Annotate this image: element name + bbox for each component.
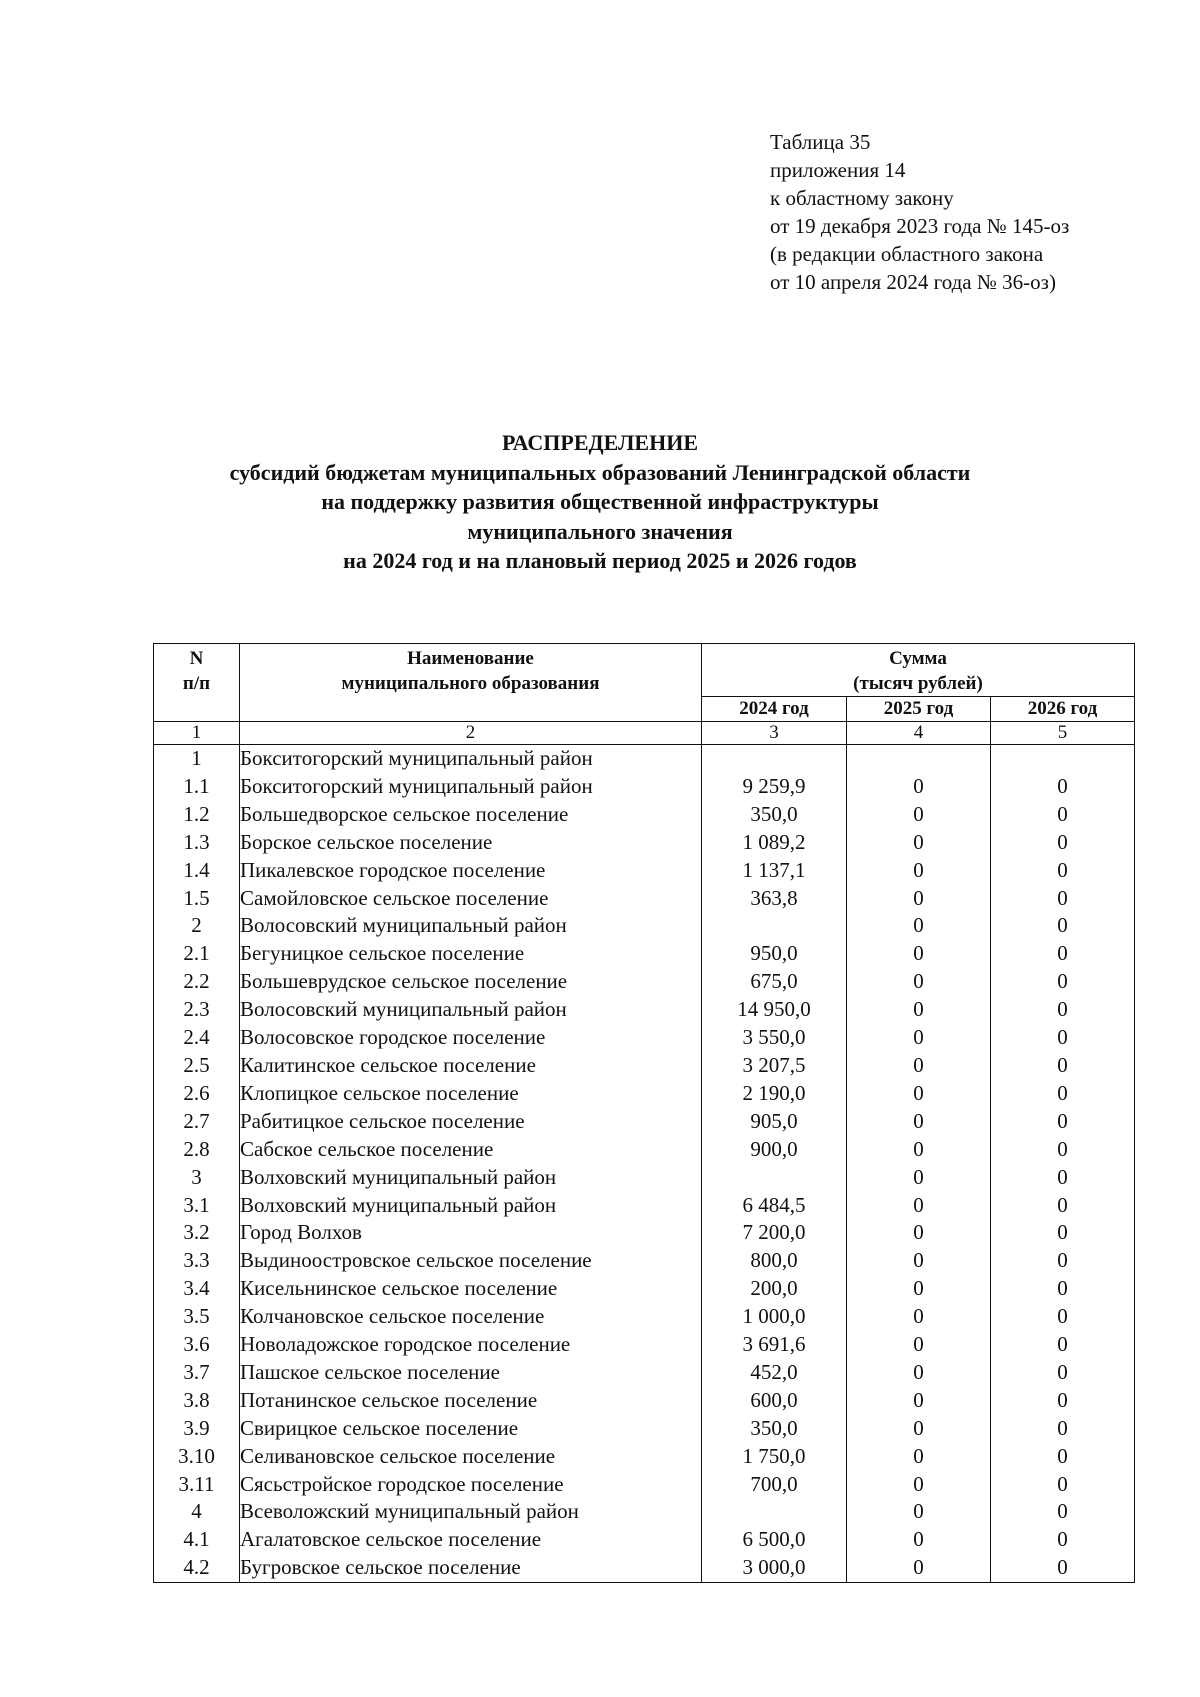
row-name: Самойловское сельское поселение — [240, 885, 702, 913]
table-row — [154, 1387, 1135, 1415]
document-header — [770, 128, 1190, 296]
column-header-2026: 2026 год — [991, 697, 1135, 722]
title-line-5: на 2024 год и на плановый период 2025 и 2026 годов — [343, 548, 857, 573]
column-header-name: Наименование муниципального образования — [240, 644, 702, 722]
column-number: 1 — [154, 722, 240, 745]
row-value-2024: 700,0 — [702, 1471, 847, 1499]
row-value-2024: 7 200,0 — [702, 1219, 847, 1247]
row-value-2024: 3 207,5 — [702, 1052, 847, 1080]
row-value-2026: 0 — [991, 1554, 1135, 1582]
table-row — [154, 1024, 1135, 1052]
row-name: Волховский муниципальный район — [240, 1192, 702, 1220]
row-number: 2.3 — [154, 996, 240, 1024]
row-name: Потанинское сельское поселение — [240, 1387, 702, 1415]
row-value-2024: 3 000,0 — [702, 1554, 847, 1582]
row-value-2024: 200,0 — [702, 1275, 847, 1303]
row-name: Большеврудское сельское поселение — [240, 968, 702, 996]
row-value-2026: 0 — [991, 1024, 1135, 1052]
table-row — [154, 1052, 1135, 1080]
table-row — [154, 773, 1135, 801]
row-number: 3.7 — [154, 1359, 240, 1387]
row-number: 3.10 — [154, 1443, 240, 1471]
row-value-2026: 0 — [991, 1471, 1135, 1499]
table-row — [154, 1275, 1135, 1303]
row-number: 3.8 — [154, 1387, 240, 1415]
row-value-2024: 675,0 — [702, 968, 847, 996]
header-line-table-number: Таблица 35 — [770, 130, 871, 154]
row-value-2026: 0 — [991, 1080, 1135, 1108]
column-number-row — [154, 722, 1135, 745]
table-row — [154, 857, 1135, 885]
document-title — [100, 428, 1100, 576]
table-row — [154, 996, 1135, 1024]
row-value-2024: 905,0 — [702, 1108, 847, 1136]
row-value-2025: 0 — [847, 1471, 991, 1499]
table-row — [154, 968, 1135, 996]
row-value-2024: 800,0 — [702, 1247, 847, 1275]
table-row — [154, 745, 1135, 773]
row-number: 3 — [154, 1164, 240, 1192]
row-number: 3.9 — [154, 1415, 240, 1443]
row-name: Сясьстройское городское поселение — [240, 1471, 702, 1499]
row-name: Рабитицкое сельское поселение — [240, 1108, 702, 1136]
row-value-2025: 0 — [847, 1554, 991, 1582]
row-name: Большедворское сельское поселение — [240, 801, 702, 829]
row-value-2026: 0 — [991, 1164, 1135, 1192]
row-name: Волосовский муниципальный район — [240, 912, 702, 940]
row-value-2024 — [702, 912, 847, 940]
row-value-2026: 0 — [991, 857, 1135, 885]
row-value-2024: 1 137,1 — [702, 857, 847, 885]
distribution-table — [153, 643, 1135, 1583]
row-value-2024: 600,0 — [702, 1387, 847, 1415]
row-name: Сабское сельское поселение — [240, 1136, 702, 1164]
row-value-2025 — [847, 745, 991, 773]
row-value-2024: 1 089,2 — [702, 829, 847, 857]
row-number: 2.6 — [154, 1080, 240, 1108]
column-header-2024: 2024 год — [702, 697, 847, 722]
row-value-2025: 0 — [847, 1331, 991, 1359]
row-number: 2 — [154, 912, 240, 940]
table-row — [154, 940, 1135, 968]
row-value-2025: 0 — [847, 940, 991, 968]
table-row — [154, 801, 1135, 829]
row-number: 1.5 — [154, 885, 240, 913]
row-value-2024: 6 484,5 — [702, 1192, 847, 1220]
row-value-2026: 0 — [991, 885, 1135, 913]
row-value-2025: 0 — [847, 801, 991, 829]
row-value-2026: 0 — [991, 829, 1135, 857]
row-value-2024: 1 000,0 — [702, 1303, 847, 1331]
row-number: 1.3 — [154, 829, 240, 857]
row-value-2025: 0 — [847, 1192, 991, 1220]
row-value-2025: 0 — [847, 1415, 991, 1443]
row-name: Бокситогорский муниципальный район — [240, 773, 702, 801]
row-value-2026: 0 — [991, 1331, 1135, 1359]
row-value-2026: 0 — [991, 996, 1135, 1024]
header-line-revision: (в редакции областного закона — [770, 242, 1044, 266]
table-row — [154, 1247, 1135, 1275]
row-name: Город Волхов — [240, 1219, 702, 1247]
row-number: 3.4 — [154, 1275, 240, 1303]
row-number: 4.1 — [154, 1526, 240, 1554]
row-number: 1.4 — [154, 857, 240, 885]
column-number: 5 — [991, 722, 1135, 745]
row-number: 2.1 — [154, 940, 240, 968]
row-number: 1.1 — [154, 773, 240, 801]
row-value-2025: 0 — [847, 1052, 991, 1080]
row-value-2024: 363,8 — [702, 885, 847, 913]
row-name: Бегуницкое сельское поселение — [240, 940, 702, 968]
row-value-2024: 1 750,0 — [702, 1443, 847, 1471]
row-value-2025: 0 — [847, 968, 991, 996]
row-value-2025: 0 — [847, 1219, 991, 1247]
row-name: Волосовский муниципальный район — [240, 996, 702, 1024]
row-number: 4.2 — [154, 1554, 240, 1582]
row-name: Волховский муниципальный район — [240, 1164, 702, 1192]
row-value-2026: 0 — [991, 1387, 1135, 1415]
title-line-2: субсидий бюджетам муниципальных образований Ленинградской области — [229, 459, 971, 485]
row-value-2024: 452,0 — [702, 1359, 847, 1387]
row-value-2026: 0 — [991, 1303, 1135, 1331]
row-value-2025: 0 — [847, 1275, 991, 1303]
table-row — [154, 912, 1135, 940]
row-value-2024 — [702, 1498, 847, 1526]
row-number: 4 — [154, 1498, 240, 1526]
column-header-2025: 2025 год — [847, 697, 991, 722]
table-row — [154, 1526, 1135, 1554]
row-value-2026 — [991, 745, 1135, 773]
row-value-2024: 3 550,0 — [702, 1024, 847, 1052]
row-name: Волосовское городское поселение — [240, 1024, 702, 1052]
row-value-2026: 0 — [991, 1526, 1135, 1554]
title-line-1: РАСПРЕДЕЛЕНИЕ — [501, 430, 698, 455]
row-value-2026: 0 — [991, 1498, 1135, 1526]
table-row — [154, 1471, 1135, 1499]
title-line-3: на поддержку развития общественной инфраструктуры — [321, 489, 879, 514]
row-name: Кисельнинское сельское поселение — [240, 1275, 702, 1303]
row-name: Селивановское сельское поселение — [240, 1443, 702, 1471]
row-value-2024: 350,0 — [702, 1415, 847, 1443]
row-name: Всеволожский муниципальный район — [240, 1498, 702, 1526]
row-value-2026: 0 — [991, 1108, 1135, 1136]
header-line-revision-date: от 10 апреля 2024 года № 36-оз) — [770, 270, 1056, 294]
row-number: 2.8 — [154, 1136, 240, 1164]
table-row — [154, 885, 1135, 913]
row-value-2025: 0 — [847, 1108, 991, 1136]
row-name: Пикалевское городское поселение — [240, 857, 702, 885]
table-row — [154, 1080, 1135, 1108]
row-value-2026: 0 — [991, 773, 1135, 801]
table-body — [154, 745, 1135, 1583]
table-row — [154, 1219, 1135, 1247]
row-value-2025: 0 — [847, 1443, 991, 1471]
row-name: Колчановское сельское поселение — [240, 1303, 702, 1331]
row-number: 2.7 — [154, 1108, 240, 1136]
row-value-2024: 3 691,6 — [702, 1331, 847, 1359]
row-value-2026: 0 — [991, 1443, 1135, 1471]
row-number: 3.6 — [154, 1331, 240, 1359]
header-line-appendix: приложения 14 — [770, 158, 906, 182]
table-row — [154, 1108, 1135, 1136]
row-number: 1 — [154, 745, 240, 773]
row-value-2026: 0 — [991, 801, 1135, 829]
title-line-4: муниципального значения — [467, 518, 733, 544]
table-row — [154, 1331, 1135, 1359]
row-value-2024 — [702, 745, 847, 773]
table-row — [154, 1164, 1135, 1192]
row-number: 1.2 — [154, 801, 240, 829]
row-value-2024: 9 259,9 — [702, 773, 847, 801]
header-line-law: к областному закону — [770, 186, 954, 210]
row-value-2026: 0 — [991, 1052, 1135, 1080]
row-value-2025: 0 — [847, 1526, 991, 1554]
table-row — [154, 829, 1135, 857]
table-row — [154, 1443, 1135, 1471]
column-number: 2 — [240, 722, 702, 745]
row-number: 3.1 — [154, 1192, 240, 1220]
row-value-2025: 0 — [847, 857, 991, 885]
row-value-2025: 0 — [847, 1164, 991, 1192]
row-name: Бокситогорский муниципальный район — [240, 745, 702, 773]
table-row — [154, 1303, 1135, 1331]
row-number: 2.5 — [154, 1052, 240, 1080]
row-value-2026: 0 — [991, 1359, 1135, 1387]
row-value-2026: 0 — [991, 912, 1135, 940]
row-value-2025: 0 — [847, 773, 991, 801]
column-header-sum: Сумма (тысяч рублей) — [702, 644, 1135, 697]
row-value-2026: 0 — [991, 1219, 1135, 1247]
row-value-2026: 0 — [991, 1192, 1135, 1220]
row-value-2024: 14 950,0 — [702, 996, 847, 1024]
row-name: Борское сельское поселение — [240, 829, 702, 857]
row-number: 3.3 — [154, 1247, 240, 1275]
row-value-2024: 350,0 — [702, 801, 847, 829]
row-value-2025: 0 — [847, 1024, 991, 1052]
row-value-2024: 6 500,0 — [702, 1526, 847, 1554]
row-value-2025: 0 — [847, 1359, 991, 1387]
row-value-2025: 0 — [847, 912, 991, 940]
row-name: Клопицкое сельское поселение — [240, 1080, 702, 1108]
row-value-2024 — [702, 1164, 847, 1192]
column-header-number: N п/п — [154, 644, 240, 722]
row-value-2026: 0 — [991, 1247, 1135, 1275]
column-number: 3 — [702, 722, 847, 745]
row-value-2026: 0 — [991, 968, 1135, 996]
row-value-2025: 0 — [847, 885, 991, 913]
row-value-2025: 0 — [847, 1136, 991, 1164]
row-value-2025: 0 — [847, 829, 991, 857]
row-value-2025: 0 — [847, 1387, 991, 1415]
row-value-2025: 0 — [847, 996, 991, 1024]
row-number: 3.11 — [154, 1471, 240, 1499]
row-number: 2.4 — [154, 1024, 240, 1052]
table-row — [154, 1192, 1135, 1220]
row-number: 2.2 — [154, 968, 240, 996]
row-number: 3.2 — [154, 1219, 240, 1247]
row-name: Новоладожское городское поселение — [240, 1331, 702, 1359]
row-name: Бугровское сельское поселение — [240, 1554, 702, 1582]
row-value-2025: 0 — [847, 1303, 991, 1331]
row-name: Свирицкое сельское поселение — [240, 1415, 702, 1443]
row-value-2026: 0 — [991, 1136, 1135, 1164]
table-row — [154, 1136, 1135, 1164]
column-number: 4 — [847, 722, 991, 745]
row-value-2026: 0 — [991, 1415, 1135, 1443]
row-name: Агалатовское сельское поселение — [240, 1526, 702, 1554]
table-row — [154, 1498, 1135, 1526]
table-row — [154, 1415, 1135, 1443]
row-value-2025: 0 — [847, 1247, 991, 1275]
row-value-2025: 0 — [847, 1498, 991, 1526]
table-row — [154, 1359, 1135, 1387]
row-number: 3.5 — [154, 1303, 240, 1331]
row-name: Пашское сельское поселение — [240, 1359, 702, 1387]
row-value-2024: 2 190,0 — [702, 1080, 847, 1108]
header-line-law-date: от 19 декабря 2023 года № 145-оз — [770, 214, 1070, 238]
row-name: Калитинское сельское поселение — [240, 1052, 702, 1080]
row-value-2024: 950,0 — [702, 940, 847, 968]
row-value-2024: 900,0 — [702, 1136, 847, 1164]
row-value-2026: 0 — [991, 940, 1135, 968]
table-row — [154, 1554, 1135, 1582]
row-value-2025: 0 — [847, 1080, 991, 1108]
row-value-2026: 0 — [991, 1275, 1135, 1303]
row-name: Выдиноостровское сельское поселение — [240, 1247, 702, 1275]
